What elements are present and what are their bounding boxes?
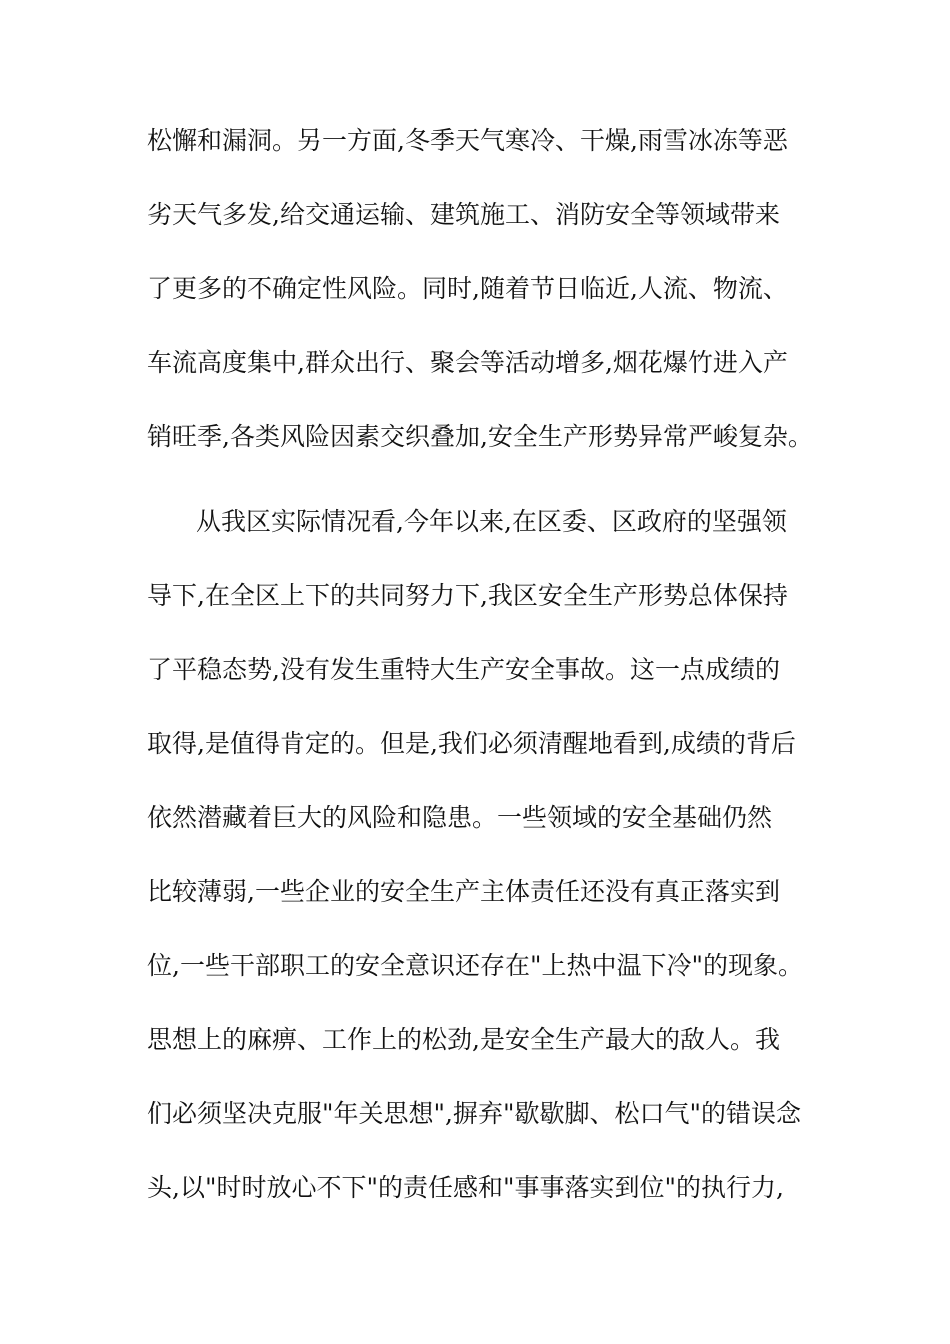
text-line: 了平稳态势,没有发生重特大生产安全事故。这一点成绩的	[147, 655, 780, 684]
text-line: 们必须坚决克服"年关思想",摒弃"歇歇脚、松口气"的错误念	[147, 1099, 801, 1128]
text-line: 依然潜藏着巨大的风险和隐患。一些领域的安全基础仍然	[147, 803, 773, 832]
text-line: 位,一些干部职工的安全意识还存在"上热中温下冷"的现象。	[147, 951, 803, 980]
text-line: 销旺季,各类风险因素交织叠加,安全生产形势异常严峻复杂。	[147, 422, 813, 451]
text-line: 车流高度集中,群众出行、聚会等活动增多,烟花爆竹进入产	[147, 348, 788, 377]
text-line: 松懈和漏洞。另一方面,冬季天气寒冷、干燥,雨雪冰冻等恶	[147, 126, 788, 155]
text-line: 头,以"时时放心不下"的责任感和"事事落实到位"的执行力,	[147, 1173, 784, 1202]
paragraph-first-line: 从我区实际情况看,今年以来,在区委、区政府的坚强领	[196, 507, 787, 536]
text-line: 思想上的麻痹、工作上的松劲,是安全生产最大的敌人。我	[147, 1025, 780, 1054]
text-line: 了更多的不确定性风险。同时,随着节日临近,人流、物流、	[147, 274, 788, 303]
text-line: 劣天气多发,给交通运输、建筑施工、消防安全等领域带来	[147, 200, 780, 229]
text-line: 导下,在全区上下的共同努力下,我区安全生产形势总体保持	[147, 581, 788, 610]
text-line: 比较薄弱,一些企业的安全生产主体责任还没有真正落实到	[147, 877, 780, 906]
text-line: 取得,是值得肯定的。但是,我们必须清醒地看到,成绩的背后	[147, 729, 796, 758]
